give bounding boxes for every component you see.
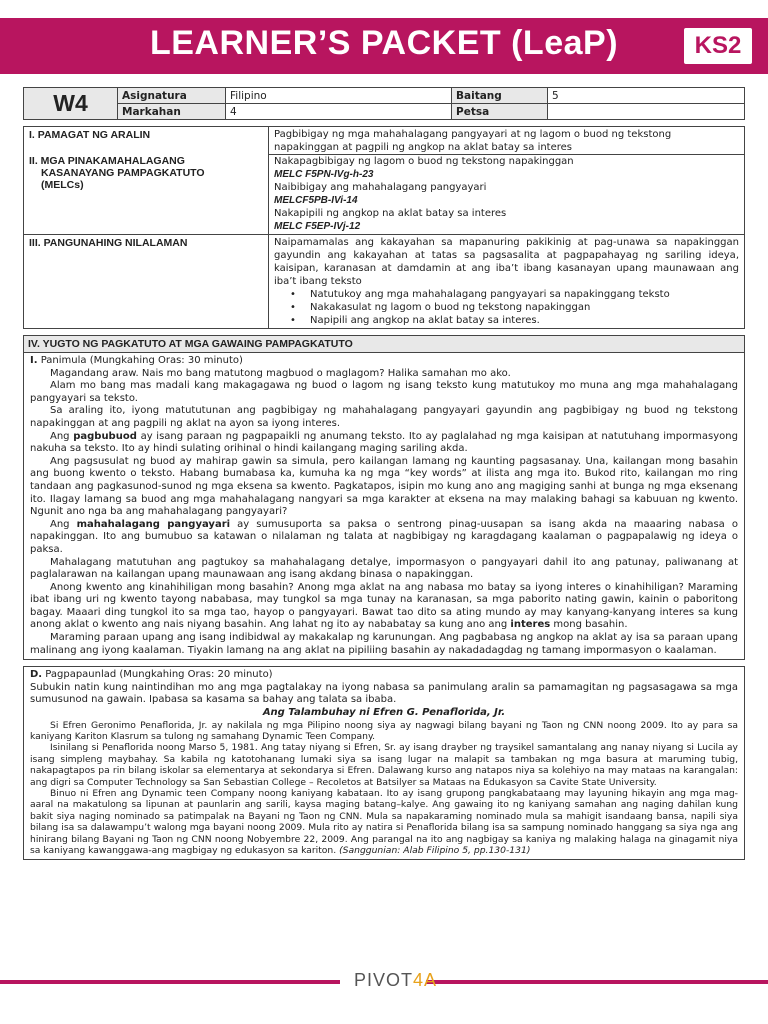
pagpapaunlad-heading: D. Pagpapaunlad (Mungkahing Oras: 20 minuto) [30,669,273,681]
header-banner [0,18,768,74]
footer-line-left [0,980,340,984]
panimula-section [23,353,745,660]
panimula-p9: Maraming paraan upang ang isang indibidwal ay makakalap ng karunungan. Ang pagbabasa ng angkop na aklat ay isa sa paraan upang malinang ang iyong kaalaman. Tiyakin lamang na ang aklat na pipiliing basahin ay nakadadagdag ng tamang impormasyon o kaalaman. [30,632,738,656]
pagpapaunlad-section [23,666,745,859]
bullet-item: • Napipili ang angkop na aklat batay sa interes. [288,314,739,327]
panimula-p8: Anong kwento ang kinahihiligan mong basahin? Anong mga aklat na ang nabasa mo batay sa iyong interes o kinahihiligan? Maraming ibat ibang uri ng kwento tayong nababasa, may tungkol sa mga tunay na karanasan, sa mga paborito nating gawin, kainin o paboritong bagay. Maaari ding tungkol ito sa mga tao, hayop o pangyayari. Bawat tao dito sa ating mundo ay may kanyang-kanyang interes sa kung anong aklat o kwento ang nais niyang basahin. Ang lahat ng ito ay nababatay sa kung ano ang interes mong basahin. [30,581,738,631]
panimula-p5: Ang pagsusulat ng buod ay mahirap gawin sa simula, pero kailangan lamang ng kaunting pagsasanay. Una, kailangan mong basahin ang buong kwento o teksto. Habang bumabasa ka, kumuha ka ng mga “key words” at ilista ang mga ito. Bukod rito, kailangan mo ring tandaan ang pagkasunod-sunod ng mga eksena sa kwento. Pagkatapos, isipin mo kung ano ang magiging sanhi at bunga ng mga eksenang ito. Ilagay lamang sa buod ang mga mahahalagang nangyari sa mga karakter at eksena na may malaking bahagi sa kabuuan ng kwento. Ngunit ano nga ba ang mahahalagang pangyayari? [30,455,738,518]
melc-label-2: KASANAYANG PAMPAGKATUTO [41,167,205,179]
asignatura-value: Filipino [226,88,452,104]
asignatura-label: Asignatura [118,88,226,104]
panimula-p6: Ang mahahalagang pangyayari ay sumusuporta sa paksa o sentrong pinag-uusapan sa isang akda na maaaring nabasa o napakinggan. Ito ang bumubuo sa katawan o nilalaman ng talata at nagbibigay ng karagdagang kaalaman o pagpapalawig ng ideya o paksa. [30,518,738,555]
pivot-logo: PIVOT4A [354,970,438,990]
article-p3: Binuo ni Efren ang Dynamic teen Company noong kaniyang kabataan. Ito ay isang grupong pangkabataang may layuning hikayin ang mga mag-aaral na makatulong sa lipunan at paunlarin ang sarili, kaysa maging batang–kalye. Ang gawaing ito ng kaniyang samahan ang naging dahilan kung bakit siya naging nominado sa patimpalak na Bayani ng Taon ng CNN. Mula sa napakaraming nominado mula sa mahigit isandaang bansa, napili siya bilang isa sa dalawampu’t walong mga bayani noong 2009. Mula rito ay natira si Penaflorida bilang isa sa sampung nominado hanggang sa siya nga ang hinirang bilang Bayani ng Taon ng CNN noong Nobyembre 22, 2009. Ang parangal na ito ang nagbigay sa kaniya ng malaking halaga na ginagamit niya sa kaniyang kawanggawa-ang magbigay ng edukasyon sa kariton. (Sanggunian: Alab Filipino 5, pp.130-131) [30,788,738,857]
baitang-label: Baitang [452,88,548,104]
pamagat-melc-row [23,126,745,235]
petsa-value [548,104,745,120]
nilalaman-label: III. PANGUNAHING NILALAMAN [24,235,269,328]
nilalaman-row [23,235,745,329]
petsa-label: Petsa [452,104,548,120]
article-p1: Si Efren Geronimo Penaflorida, Jr. ay nakilala ng mga Pilipino noong siya ay nagwagi bilang bayani ng Taon ng CNN noong 2009. Ito ay para sa kaniyang Kariton Klasrum sa tulong ng samahang Dynamic Teen Company. [30,719,738,743]
baitang-value: 5 [548,88,745,104]
markahan-label: Markahan [118,104,226,120]
article-title: Ang Talambuhay ni Efren G. Penaflorida, Jr. [262,707,506,719]
melc-1-code: MELC F5PN-IVg-h-23 [274,169,374,180]
nilalaman-bullets [274,288,739,327]
pagpapaunlad-intro: Subukin natin kung naintindihan mo ang mga pagtalakay na iyong nabasa sa panimulang aralin sa pamamagitan ng pagsasagawa sa mga sumusunod na gawain. Ipabasa sa kasama sa bahay ang talata sa ibaba. [30,681,738,706]
melc-1-text: Nakapagbibigay ng lagom o buod ng tekstong napakinggan [274,156,574,167]
article-p2: Isinilang si Penaflorida noong Marso 5, 1981. Ang tatay niyang si Efren, Sr. ay isang drayber ng traysikel samantalang ang nanay niyang si Lucila ay isang simpleng maybahay. Sa kabila ng katotohanang lumaki siya sa isang lugar na malapit sa tambakan ng mga basura at maruming tubig, nakapagtapos pa rin bilang iskolar sa elementarya at sekondarya si Efren. Dalawang kurso ang natapos niya sa kolehiyo na may mataas na karangalan: ang digri sa Computer Technology sa San Sebastian College – Recoletos at Batsilyer sa Mataas na Edukasyon sa Cavite State University. [30,742,738,788]
melc-2-code: MELCF5PB-IVi-14 [274,195,358,206]
packet-title: LEARNER’S PACKET (LeaP) [149,24,619,62]
panimula-heading: I. Panimula (Mungkahing Oras: 30 minuto) [30,355,243,366]
melc-label-3: (MELCs) [41,179,84,191]
footer-line-right [426,980,768,984]
pamagat-value: Pagbibigay ng mga mahahalagang pangyayari at ng lagom o buod ng tekstong napakinggan at pagpili ng angkop na aklat batay sa interes [269,128,744,155]
left-labels [24,127,269,234]
pamagat-melc-content [269,127,744,234]
meta-table [23,87,745,120]
melc-2-text: Naibibigay ang mahahalagang pangyayari [274,182,487,193]
markahan-value: 4 [226,104,452,120]
article-source: (Sanggunian: Alab Filipino 5, pp.130-131) [339,845,531,857]
nilalaman-text: Naipamamalas ang kakayahan sa mapanuring pakikinig at pag-unawa sa napakinggan gayundin ang kakayahan at tatas sa pagsasalita at pagpapahayag ng sariling ideya, kaisipan, karanasan at damdamin at ang iba’t ibang kasanayan upang maunawaan ang iba’t ibang teksto [274,237,739,287]
pamagat-label: I. PAMAGAT NG ARALIN [29,129,151,141]
bullet-item: • Nakakasulat ng lagom o buod ng tekstong napakinggan [288,301,739,314]
bullet-item: • Natutukoy ang mga mahahalagang pangyayari sa napakinggang teksto [288,288,739,301]
panimula-p2: Alam mo bang mas madali kang makagagawa ng buod o lagom ng isang teksto kung matutukoy mo muna ang mga mahahalagang pangyayari sa teksto. [30,380,738,404]
ks-badge: KS2 [684,28,752,64]
melc-3-code: MELC F5EP-IVj-12 [274,221,361,232]
panimula-p3: Sa araling ito, iyong matututunan ang pagbibigay ng mahahalagang pangyayari gayundin ang pagbibigay ng buod ng tekstong napakinggan at ang pagpili ng aklat na ayon sa iyong interes. [30,405,738,429]
melc-list [269,155,744,233]
week-label: W4 [24,88,118,120]
yugto-heading: IV. YUGTO NG PAGKATUTO AT MGA GAWAING PAMPAGKATUTO [23,335,745,353]
melc-3-text: Nakapipili ng angkop na aklat batay sa interes [274,208,507,219]
nilalaman-content [269,235,744,328]
melc-label-1: II. MGA PINAKAMAHALAGANG [29,155,185,167]
panimula-p1: Magandang araw. Nais mo bang matutong magbuod o maglagom? Halika samahan mo ako. [50,367,511,379]
panimula-p4: Ang pagbubuod ay isang paraan ng pagpapaikli ng anumang teksto. Ito ay paglalahad ng mga kaisipan at natutuhang impormasyong nakuha sa teksto. Ito ay hindi sulating orihinal o hindi kailangang maging sariling akda. [30,430,738,455]
panimula-p7: Mahalagang matutuhan ang pagtukoy sa mahahalagang detalye, impormasyon o pangyayari dahil ito ang patunay, paliwanang at paglalarawan na kailangan upang maunawaan ang isang akdang binasa o napakinggan. [30,556,738,581]
learner-sheet [23,87,745,860]
